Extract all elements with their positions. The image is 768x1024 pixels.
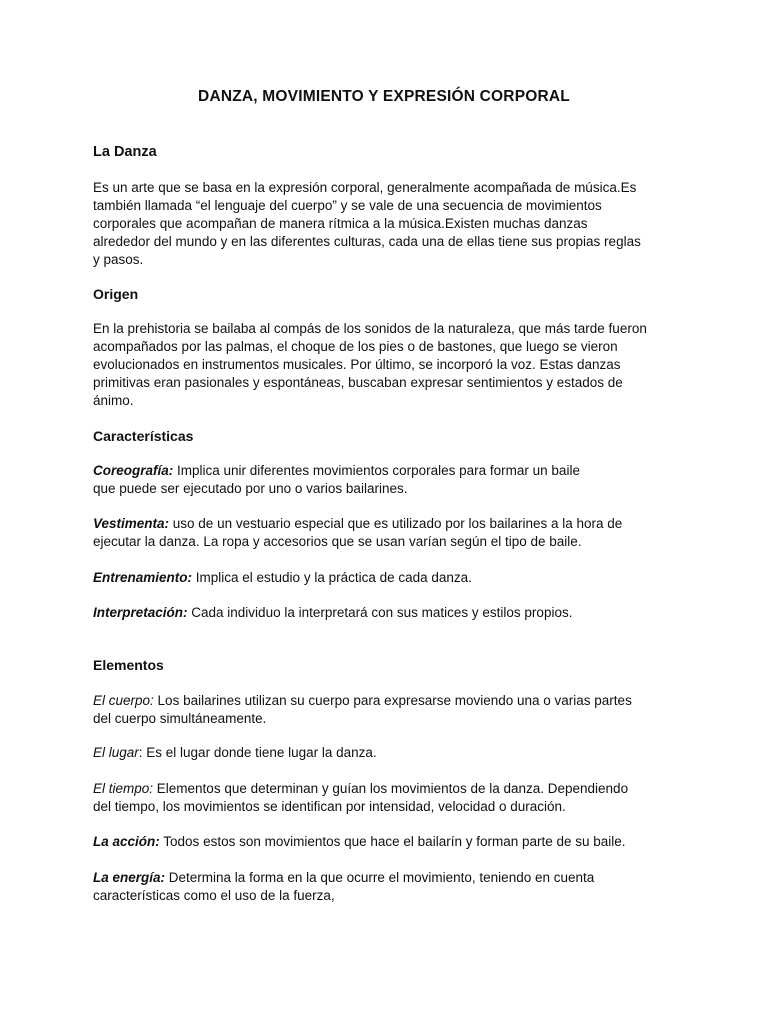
item-vestimenta bbox=[93, 515, 683, 551]
paragraph-line: y pasos. bbox=[93, 252, 144, 267]
item-line bbox=[93, 569, 683, 587]
heading-caracteristicas: Características bbox=[93, 428, 194, 444]
item-energia bbox=[93, 869, 683, 905]
term-entrenamiento: Entrenamiento: bbox=[93, 570, 193, 585]
term-accion: La acción: bbox=[93, 834, 160, 849]
item-cuerpo bbox=[93, 692, 683, 728]
paragraph-line: acompañados por las palmas, el choque de los pies o de bastones, que luego se vieron bbox=[93, 339, 618, 354]
item-line bbox=[93, 604, 683, 622]
paragraph-line: evolucionados en instrumentos musicales. Por último, se incorporó la voz. Estas danzas bbox=[93, 357, 621, 372]
item-text: Todos estos son movimientos que hace el bailarín y forman parte de su baile. bbox=[159, 834, 626, 849]
item-text: Determina la forma en la que ocurre el movimiento, teniendo en cuenta bbox=[165, 870, 595, 885]
term-interpretacion: Interpretación: bbox=[93, 605, 188, 620]
paragraph-line: En la prehistoria se bailaba al compás de los sonidos de la naturaleza, que más tarde fueron bbox=[93, 321, 647, 336]
item-line: que puede ser ejecutado por uno o varios bailarines. bbox=[93, 481, 408, 496]
item-text: Cada individuo la interpretará con sus matices y estilos propios. bbox=[187, 605, 573, 620]
item-entrenamiento bbox=[93, 569, 683, 587]
term-cuerpo: El cuerpo: bbox=[93, 693, 154, 708]
item-line bbox=[93, 833, 683, 851]
paragraph-line: primitivas eran pasionales y espontáneas, buscaban expresar sentimientos y estados de bbox=[93, 375, 623, 390]
item-line bbox=[93, 744, 683, 762]
item-text: Implica unir diferentes movimientos corporales para formar un baile bbox=[173, 463, 580, 478]
item-line bbox=[93, 692, 683, 710]
item-text: : Es el lugar donde tiene lugar la danza. bbox=[138, 745, 377, 760]
item-tiempo bbox=[93, 780, 683, 816]
item-text: Elementos que determinan y guían los movimientos de la danza. Dependiendo bbox=[153, 781, 629, 796]
term-vestimenta: Vestimenta: bbox=[93, 516, 170, 531]
paragraph-line: alrededor del mundo y en las diferentes culturas, cada una de ellas tiene sus propias reglas bbox=[93, 234, 641, 249]
item-line bbox=[93, 462, 683, 480]
item-text: Implica el estudio y la práctica de cada danza. bbox=[192, 570, 472, 585]
item-line: características como el uso de la fuerza, bbox=[93, 888, 335, 903]
item-line bbox=[93, 515, 683, 533]
item-line: del tiempo, los movimientos se identifican por intensidad, velocidad o duración. bbox=[93, 799, 566, 814]
paragraph-line: corporales que acompañan de manera rítmica a la música.Existen muchas danzas bbox=[93, 216, 588, 231]
item-text: uso de un vestuario especial que es utilizado por los bailarines a la hora de bbox=[169, 516, 623, 531]
paragraph-origen bbox=[93, 320, 683, 410]
term-lugar: El lugar bbox=[93, 745, 139, 760]
paragraph-la-danza bbox=[93, 179, 683, 269]
item-line bbox=[93, 869, 683, 887]
heading-elementos: Elementos bbox=[93, 657, 164, 673]
item-line bbox=[93, 780, 683, 798]
item-interpretacion bbox=[93, 604, 683, 622]
paragraph-line: ánimo. bbox=[93, 393, 134, 408]
item-text: Los bailarines utilizan su cuerpo para expresarse moviendo una o varias partes bbox=[153, 693, 632, 708]
term-tiempo: El tiempo: bbox=[93, 781, 154, 796]
item-accion bbox=[93, 833, 683, 851]
document-title: DANZA, MOVIMIENTO Y EXPRESIÓN CORPORAL bbox=[198, 88, 570, 105]
paragraph-line: también llamada “el lenguaje del cuerpo” y se vale de una secuencia de movimientos bbox=[93, 198, 602, 213]
item-line: del cuerpo simultáneamente. bbox=[93, 711, 267, 726]
term-coreografia: Coreografía: bbox=[93, 463, 174, 478]
item-lugar bbox=[93, 744, 683, 762]
item-coreografia bbox=[93, 462, 683, 498]
item-line: ejecutar la danza. La ropa y accesorios que se usan varían según el tipo de baile. bbox=[93, 534, 582, 549]
heading-la-danza: La Danza bbox=[93, 144, 157, 160]
term-energia: La energía: bbox=[93, 870, 166, 885]
paragraph-line: Es un arte que se basa en la expresión corporal, generalmente acompañada de música.Es bbox=[93, 180, 637, 195]
heading-origen: Origen bbox=[93, 286, 139, 302]
